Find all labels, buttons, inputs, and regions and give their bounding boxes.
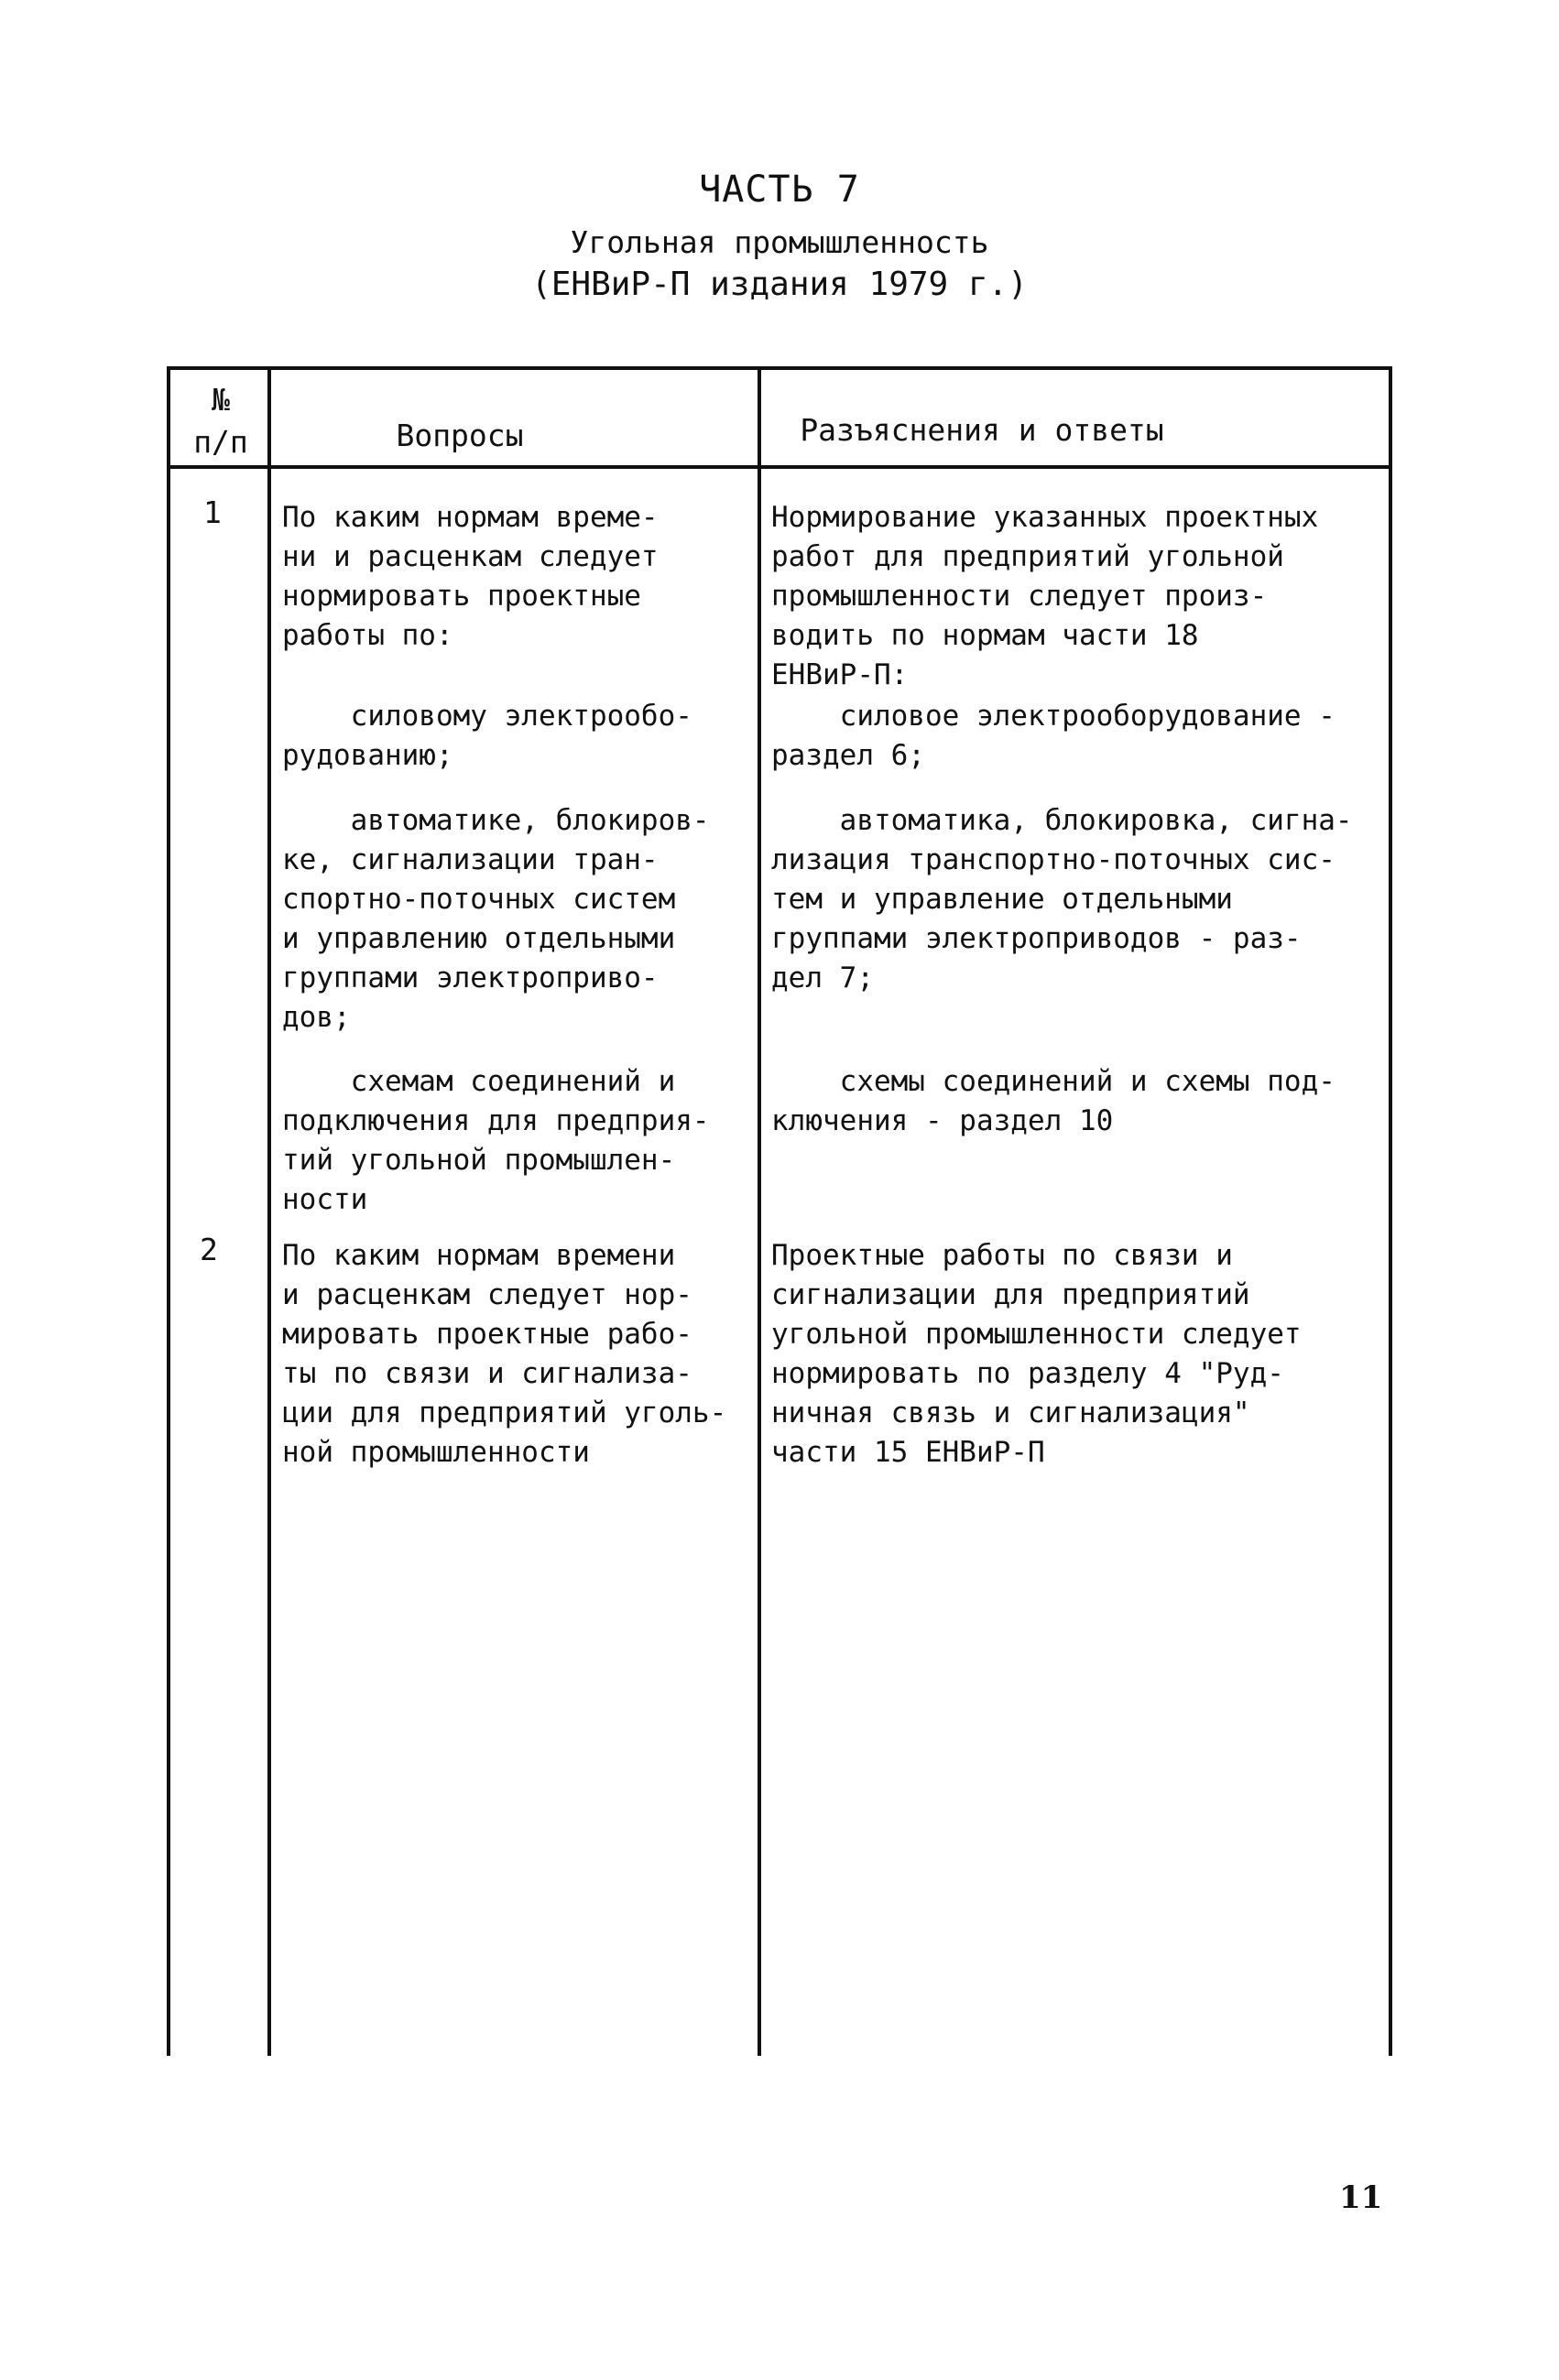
table-right-border [1389, 366, 1392, 2056]
row-1-question-2: силовому электрообо- рудованию; [282, 700, 692, 772]
column-header-questions: Вопросы [396, 418, 524, 453]
column-header-answers: Разъяснения и ответы [800, 412, 1164, 448]
table-left-border [167, 366, 170, 2056]
row-1-answer-3: автоматика, блокировка, сигна- лизация транспортно-поточных сис- тем и управление отдельными группами электроприводов - раз- дел 7; [771, 804, 1353, 994]
row-1-answer-4: схемы соединений и схемы под- ключения - раздел 10 [771, 1065, 1336, 1137]
part-title: ЧАСТЬ 7 [699, 168, 860, 211]
qa-table [167, 366, 1392, 2056]
column-divider-questions [758, 366, 761, 2056]
row-1-number: 1 [203, 494, 222, 530]
row-1-question-4: схемам соединений и подключения для предприя- тий угольной промышлен- ности [282, 1065, 710, 1216]
row-1-answer-1: Нормирование указанных проектных работ для предприятий угольной промышленности следует произ- водить по нормам части 18 ЕНВиР-П: [771, 501, 1319, 691]
header-bottom-border [167, 465, 1392, 469]
column-divider-num [267, 366, 271, 2056]
row-1-answer-2: силовое электрооборудование - раздел 6; [771, 700, 1336, 772]
edition-note: (ЕНВиР-П издания 1979 г.) [531, 266, 1028, 303]
row-2-question: По каким нормам времени и расценкам следует нор- мировать проектные рабо- ты по связи и сигнализа- ции для предприятий уголь- ной промышленности [282, 1239, 727, 1469]
part-subtitle: Угольная промышленность [570, 224, 989, 260]
row-1-question-3: автоматике, блокиров- ке, сигнализации тран- спортно-поточных систем и управлению отдельными группами электроприво- дов; [282, 804, 710, 1034]
row-1-question-1: По каким нормам време- ни и расценкам следует нормировать проектные работы по: [282, 501, 659, 652]
page-number: 11 [1339, 2179, 1383, 2216]
table-top-border [167, 366, 1392, 370]
column-header-num: № п/п [193, 382, 248, 460]
row-2-answer: Проектные работы по связи и сигнализации для предприятий угольной промышленности следует нормировать по разделу 4 "Руд- ничная связь и сигнализация" части 15 ЕНВиР-П [771, 1239, 1302, 1469]
row-2-number: 2 [200, 1232, 218, 1267]
